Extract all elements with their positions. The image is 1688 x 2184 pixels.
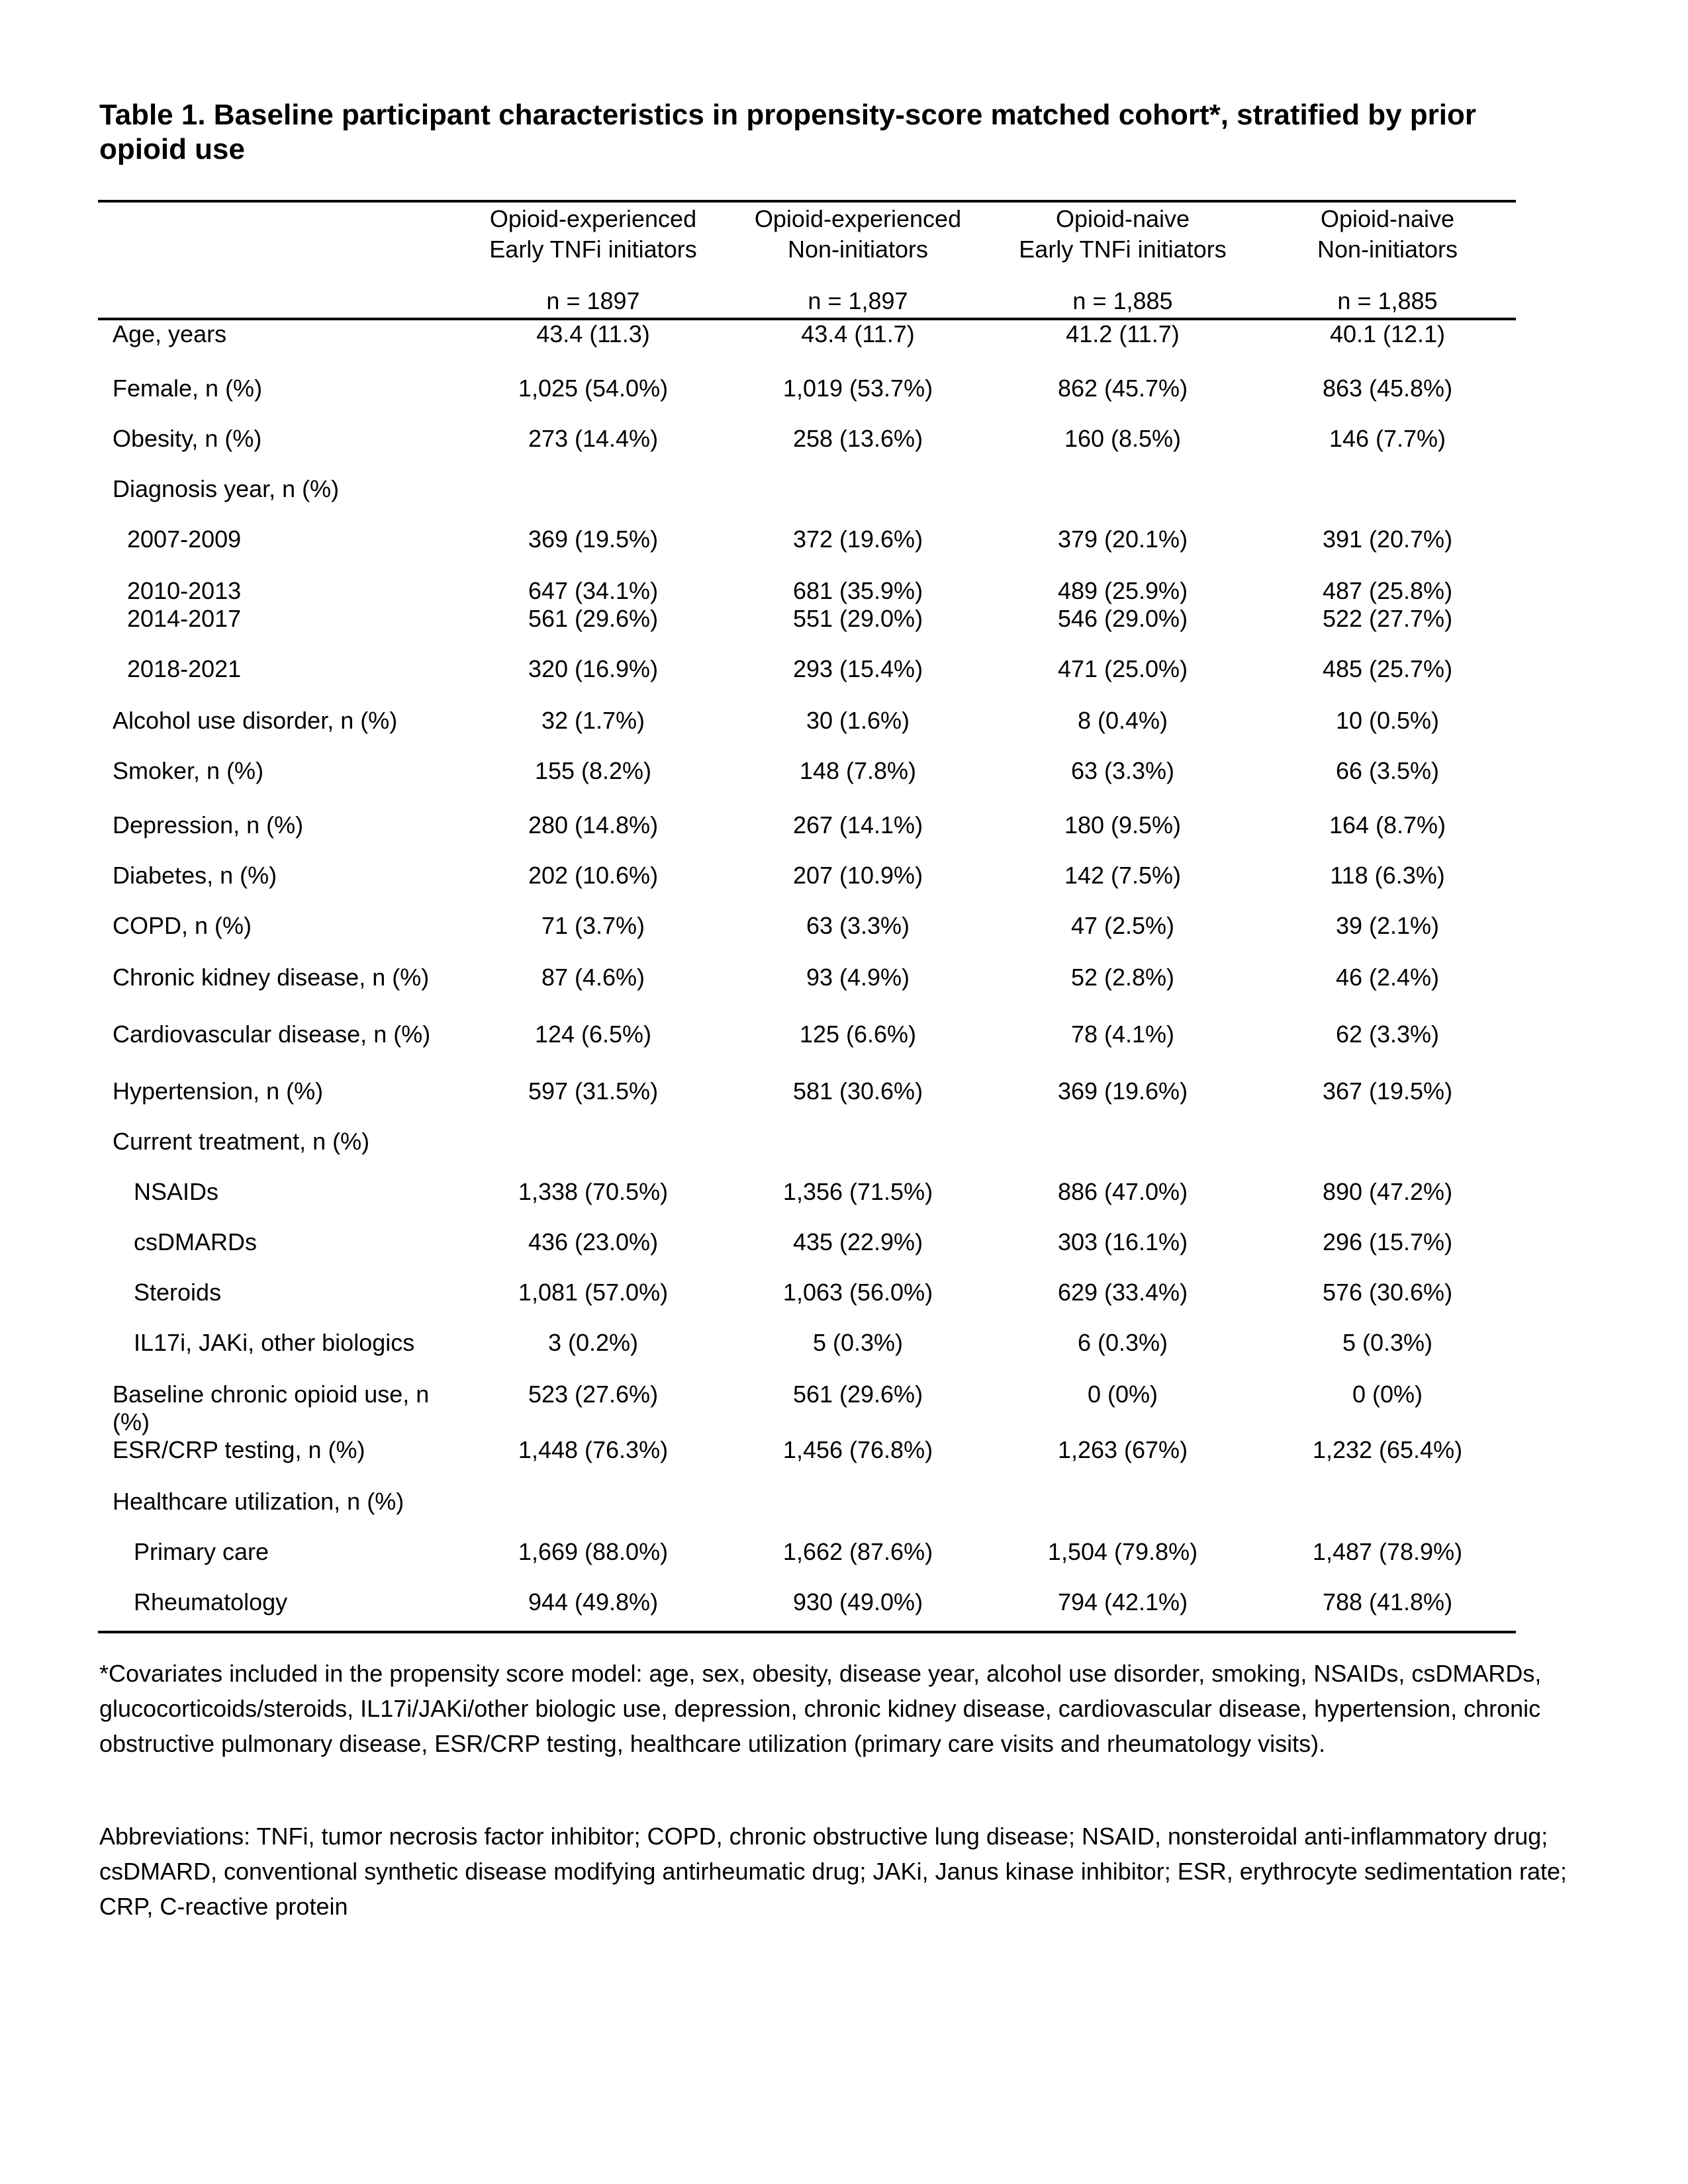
row-label: 2014-2017	[127, 605, 242, 632]
table-cell: 1,456 (76.8%)	[782, 1436, 933, 1463]
table-cell: 280 (14.8%)	[528, 811, 659, 839]
footnote-abbreviations: Abbreviations: TNFi, tumor necrosis factor inhibitor; COPD, chronic obstructive lung disease; NSAID, nonsteroidal anti-inflammatory drug; csDMARD, conventional synthetic disease modifying antirheumatic drug; JAKi, Janus kinase inhibitor; ESR, erythrocyte sedimentation rate; CRP, C-reactive protein	[99, 1823, 1568, 1920]
footnote-covariates: *Covariates included in the propensity score model: age, sex, obesity, disease year, alcohol use disorder, smoking, NSAIDs, csDMARDs, glucocorticoids/steroids, IL17i/JAKi/other biologic use, depression, chronic kidney disease, cardiovascular disease, hypertension, chronic obstructive pulmonary disease, ESR/CRP testing, healthcare utilization (primary care visits and rheumatology visits).	[99, 1660, 1542, 1757]
table-cell: 597 (31.5%)	[528, 1077, 659, 1105]
column-header	[990, 203, 1255, 314]
table-cell: 788 (41.8%)	[1322, 1588, 1453, 1615]
table-cell: 1,025 (54.0%)	[518, 375, 669, 402]
table-cell: 93 (4.9%)	[806, 964, 910, 991]
row-label: Baseline chronic opioid use, n (%)	[113, 1381, 430, 1435]
table-cell: 180 (9.5%)	[1064, 811, 1182, 839]
row-label: 2010-2013	[127, 577, 242, 604]
table-cell: 6 (0.3%)	[1077, 1329, 1168, 1356]
table-cell: 379 (20.1%)	[1057, 525, 1188, 553]
row-label: Obesity, n (%)	[113, 425, 262, 452]
table-cell: 47 (2.5%)	[1070, 912, 1175, 939]
table-cell: 1,356 (71.5%)	[782, 1178, 933, 1205]
table-cell: 63 (3.3%)	[1070, 757, 1175, 784]
table-cell: 39 (2.1%)	[1335, 912, 1440, 939]
table-cell: 1,081 (57.0%)	[518, 1279, 669, 1306]
table-cell: 1,063 (56.0%)	[782, 1279, 933, 1306]
table-cell: 485 (25.7%)	[1322, 655, 1453, 682]
row-label: NSAIDs	[134, 1178, 219, 1205]
table-cell: 293 (15.4%)	[792, 655, 923, 682]
column-header	[1255, 203, 1520, 314]
table-cell: 886 (47.0%)	[1057, 1178, 1188, 1205]
table-cell: 41.2 (11.7)	[1066, 320, 1180, 347]
row-label: Age, years	[113, 320, 227, 347]
column-group: Opioid-experienced	[754, 205, 962, 232]
table-title: Table 1. Baseline participant characteristics in propensity-score matched cohort*, stratified by prior opioid use	[99, 99, 1477, 165]
table-cell: 160 (8.5%)	[1064, 425, 1182, 452]
table-cell: 118 (6.3%)	[1330, 862, 1445, 889]
table-cell: 629 (33.4%)	[1057, 1279, 1188, 1306]
table-cell: 1,019 (53.7%)	[782, 375, 933, 402]
column-subgroup: Non-initiators	[787, 236, 929, 263]
column-group: Opioid-naive	[1055, 205, 1190, 232]
table-cell: 487 (25.8%)	[1322, 577, 1453, 604]
row-label: Depression, n (%)	[113, 811, 304, 839]
row-label: Rheumatology	[134, 1588, 288, 1615]
column-header	[726, 203, 990, 314]
table-cell: 551 (29.0%)	[792, 605, 923, 632]
table-cell: 8 (0.4%)	[1077, 707, 1168, 734]
table-cell: 372 (19.6%)	[792, 525, 923, 553]
table-cell: 794 (42.1%)	[1057, 1588, 1188, 1615]
table-cell: 258 (13.6%)	[792, 425, 923, 452]
table-cell: 369 (19.6%)	[1057, 1077, 1188, 1105]
table-cell: 436 (23.0%)	[528, 1228, 659, 1255]
row-label: Primary care	[134, 1538, 269, 1565]
table-cell: 71 (3.7%)	[541, 912, 645, 939]
column-subgroup: Non-initiators	[1317, 236, 1458, 263]
table-cell: 40.1 (12.1)	[1329, 320, 1446, 347]
row-label: Hypertension, n (%)	[113, 1077, 324, 1105]
table-cell: 1,263 (67%)	[1057, 1436, 1188, 1463]
table-cell: 576 (30.6%)	[1322, 1279, 1453, 1306]
table-cell: 0 (0%)	[1352, 1381, 1423, 1408]
column-n: n = 1,885	[1337, 287, 1438, 314]
row-label: Steroids	[134, 1279, 222, 1306]
table-cell: 367 (19.5%)	[1322, 1077, 1453, 1105]
table-cell: 1,338 (70.5%)	[518, 1178, 669, 1205]
table-cell: 546 (29.0%)	[1057, 605, 1188, 632]
row-label: Diagnosis year, n (%)	[113, 475, 340, 502]
table-cell: 581 (30.6%)	[792, 1077, 923, 1105]
table-cell: 561 (29.6%)	[528, 605, 659, 632]
row-label: Chronic kidney disease, n (%)	[113, 964, 430, 991]
table-cell: 890 (47.2%)	[1322, 1178, 1453, 1205]
table-cell: 647 (34.1%)	[528, 577, 659, 604]
table-cell: 944 (49.8%)	[528, 1588, 659, 1615]
row-label: 2007-2009	[127, 525, 242, 553]
table-cell: 164 (8.7%)	[1329, 811, 1446, 839]
table-cell: 369 (19.5%)	[528, 525, 659, 553]
table-cell: 435 (22.9%)	[792, 1228, 923, 1255]
column-header	[461, 203, 726, 314]
column-n: n = 1,897	[808, 287, 908, 314]
column-subgroup: Early TNFi initiators	[1019, 236, 1227, 263]
table-cell: 523 (27.6%)	[528, 1381, 659, 1408]
table-cell: 0 (0%)	[1087, 1381, 1158, 1408]
table-cell: 207 (10.9%)	[792, 862, 923, 889]
table-cell: 66 (3.5%)	[1335, 757, 1440, 784]
column-group: Opioid-experienced	[489, 205, 697, 232]
table-cell: 489 (25.9%)	[1057, 577, 1188, 604]
table-cell: 87 (4.6%)	[541, 964, 645, 991]
table-cell: 267 (14.1%)	[792, 811, 923, 839]
table-cell: 52 (2.8%)	[1070, 964, 1175, 991]
table-cell: 202 (10.6%)	[528, 862, 659, 889]
row-label: Cardiovascular disease, n (%)	[113, 1021, 431, 1048]
table-cell: 46 (2.4%)	[1335, 964, 1440, 991]
table-cell: 78 (4.1%)	[1070, 1021, 1175, 1048]
column-n: n = 1,885	[1072, 287, 1173, 314]
table-cell: 43.4 (11.3)	[536, 320, 650, 347]
table-cell: 1,669 (88.0%)	[518, 1538, 669, 1565]
row-label: Smoker, n (%)	[113, 757, 264, 784]
table-cell: 273 (14.4%)	[528, 425, 659, 452]
row-label: Healthcare utilization, n (%)	[113, 1488, 404, 1515]
table-cell: 471 (25.0%)	[1057, 655, 1188, 682]
table-cell: 1,504 (79.8%)	[1047, 1538, 1198, 1565]
table-cell: 1,232 (65.4%)	[1312, 1436, 1463, 1463]
table-cell: 148 (7.8%)	[799, 757, 917, 784]
column-group: Opioid-naive	[1320, 205, 1455, 232]
table-cell: 561 (29.6%)	[792, 1381, 923, 1408]
table-cell: 63 (3.3%)	[806, 912, 910, 939]
table-cell: 1,448 (76.3%)	[518, 1436, 669, 1463]
table-cell: 155 (8.2%)	[534, 757, 652, 784]
row-label: Current treatment, n (%)	[113, 1128, 370, 1155]
table-cell: 10 (0.5%)	[1335, 707, 1440, 734]
table-cell: 1,662 (87.6%)	[782, 1538, 933, 1565]
row-label: Female, n (%)	[113, 375, 263, 402]
row-label: 2018-2021	[127, 655, 242, 682]
table-cell: 681 (35.9%)	[792, 577, 923, 604]
table-cell: 5 (0.3%)	[812, 1329, 904, 1356]
table-cell: 930 (49.0%)	[792, 1588, 923, 1615]
table-cell: 862 (45.7%)	[1057, 375, 1188, 402]
table-cell: 391 (20.7%)	[1322, 525, 1453, 553]
table-cell: 32 (1.7%)	[541, 707, 645, 734]
table-cell: 1,487 (78.9%)	[1312, 1538, 1463, 1565]
row-label: Diabetes, n (%)	[113, 862, 277, 889]
row-label: Alcohol use disorder, n (%)	[113, 707, 398, 734]
table-cell: 142 (7.5%)	[1064, 862, 1182, 889]
table-cell: 146 (7.7%)	[1329, 425, 1446, 452]
row-label: COPD, n (%)	[113, 912, 252, 939]
table-cell: 296 (15.7%)	[1322, 1228, 1453, 1255]
column-subgroup: Early TNFi initiators	[489, 236, 697, 263]
table-cell: 125 (6.6%)	[799, 1021, 917, 1048]
row-label: ESR/CRP testing, n (%)	[113, 1436, 365, 1463]
table-cell: 320 (16.9%)	[528, 655, 659, 682]
column-n: n = 1897	[546, 287, 640, 314]
table-cell: 522 (27.7%)	[1322, 605, 1453, 632]
row-label: IL17i, JAKi, other biologics	[134, 1329, 415, 1356]
table-cell: 5 (0.3%)	[1342, 1329, 1433, 1356]
table-cell: 43.4 (11.7)	[801, 320, 915, 347]
table-cell: 30 (1.6%)	[806, 707, 910, 734]
table-cell: 863 (45.8%)	[1322, 375, 1453, 402]
table-bottom-rule	[98, 1631, 1516, 1633]
table-cell: 303 (16.1%)	[1057, 1228, 1188, 1255]
table-cell: 3 (0.2%)	[547, 1329, 639, 1356]
table-cell: 62 (3.3%)	[1335, 1021, 1440, 1048]
table-cell: 124 (6.5%)	[534, 1021, 652, 1048]
row-label: csDMARDs	[134, 1228, 257, 1255]
